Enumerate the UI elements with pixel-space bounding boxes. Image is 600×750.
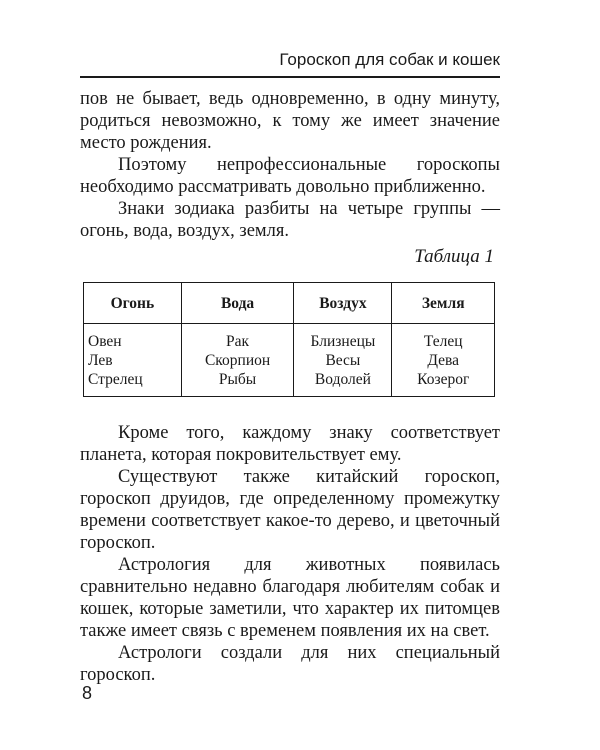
bottom-text (80, 422, 500, 686)
sign-name: Рак (226, 333, 250, 350)
sign-name: Стрелец (88, 371, 143, 388)
sign-name: Овен (88, 333, 122, 350)
sign-name: Водолей (314, 371, 371, 388)
sign-name: Рыбы (218, 371, 257, 388)
sign-name: Дева (427, 352, 460, 369)
cell-air (294, 324, 392, 397)
paragraph: Астрологи создали для них специальный гороскоп. (80, 643, 500, 685)
column-header-water: Вода (181, 283, 294, 324)
sign-name: Козерог (417, 371, 470, 388)
paragraph-continuation: пов не бывает, ведь одновременно, в одну минуту, родиться невозможно, к тому же имеет значение место рождения. (80, 89, 500, 153)
column-header-air: Воздух (294, 283, 392, 324)
paragraph: Астрология для животных появилась сравнительно недавно благодаря любителям собак и кошек, которые заметили, что характер их питомцев также имеет связь с временем появления их на свет. (80, 555, 500, 641)
sign-name: Телец (423, 333, 463, 350)
sign-name: Весы (325, 352, 361, 369)
column-header-fire: Огонь (84, 283, 182, 324)
top-text (80, 88, 500, 242)
sign-name: Лев (88, 352, 113, 369)
page-number: 8 (82, 683, 93, 703)
cell-earth (392, 324, 495, 397)
sign-name: Близнецы (310, 333, 376, 350)
header-rule (80, 76, 500, 78)
paragraph: Поэтому непрофессиональные гороскопы необходимо рассматривать довольно приближенно. (80, 155, 500, 197)
cell-fire (84, 324, 182, 397)
column-header-earth: Земля (392, 283, 495, 324)
sign-name: Скорпион (204, 352, 271, 369)
cell-water (181, 324, 294, 397)
paragraph: Знаки зодиака разбиты на четыре группы — огонь, вода, воздух, земля. (80, 199, 500, 241)
table-row (84, 324, 495, 397)
paragraph: Существуют также китайский гороскоп, гороскоп друидов, где определенному промежутку времени соответствует какое-то дерево, и цветочный гороскоп. (80, 467, 500, 553)
paragraph: Кроме того, каждому знаку соответствует планета, которая покровительствует ему. (80, 423, 500, 465)
zodiac-elements-table (83, 282, 495, 397)
table-header-row (84, 283, 495, 324)
table-caption: Таблица 1 (414, 246, 494, 267)
running-title: Гороскоп для собак и кошек (279, 50, 500, 69)
